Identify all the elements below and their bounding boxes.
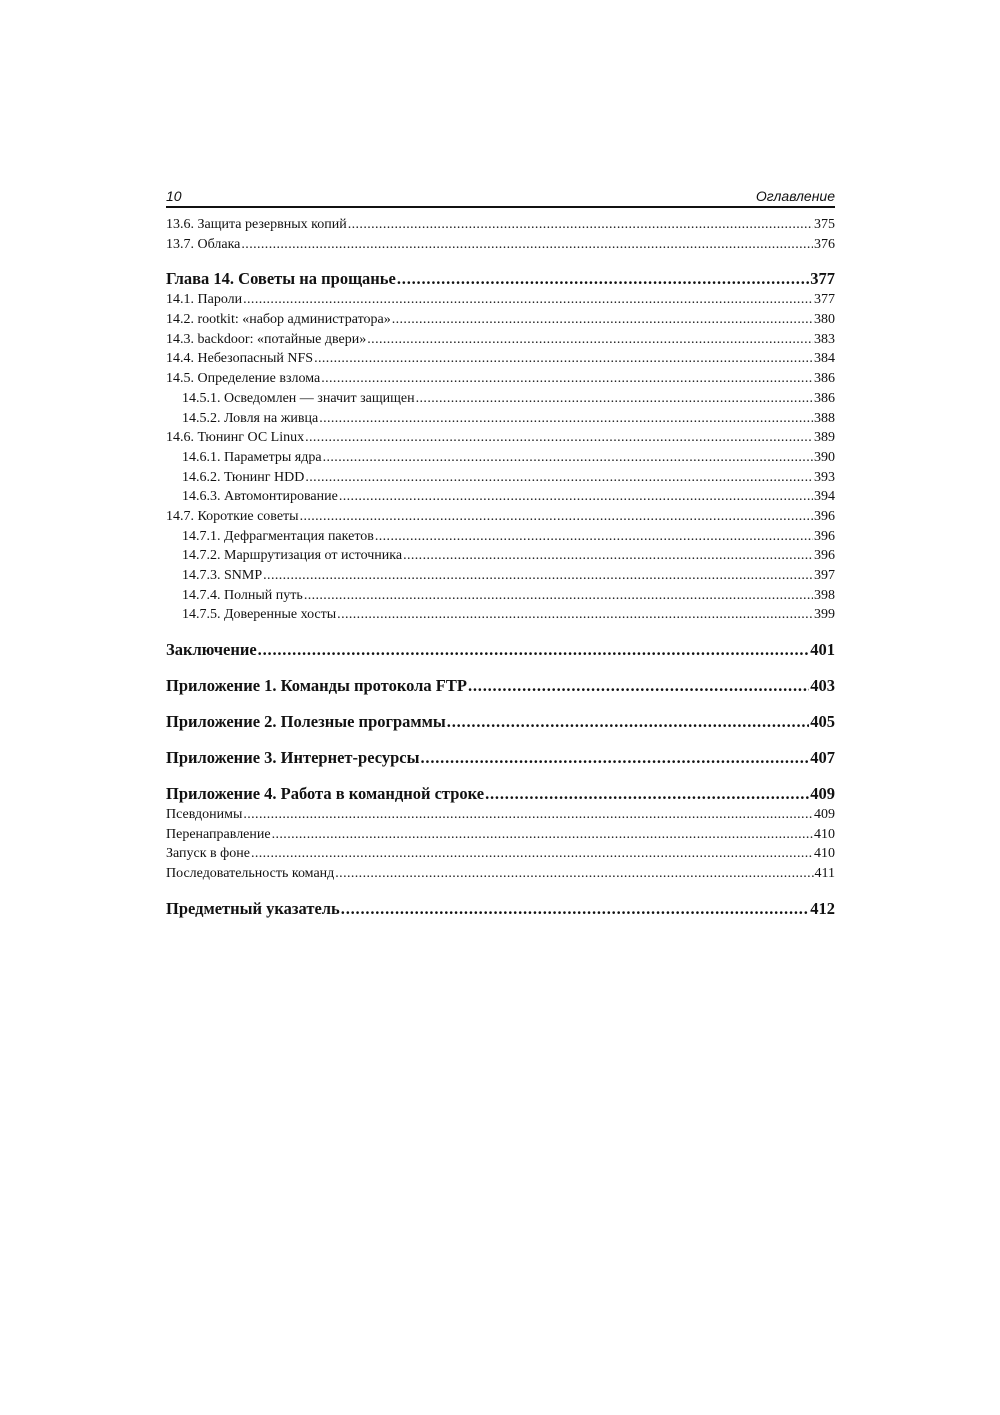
dot-leader (241, 235, 813, 255)
toc-entry-label: Запуск в фоне (166, 846, 250, 862)
dot-leader (341, 898, 809, 920)
toc-entry-page: 394 (814, 489, 835, 505)
toc-entry-label: 14.5.2. Ловля на живца (182, 410, 319, 426)
toc-chapter-page: 405 (810, 712, 835, 732)
toc-entry-page: 410 (814, 826, 835, 842)
toc-chapter-label: Глава 14. Советы на прощанье (166, 269, 396, 289)
dot-leader (403, 546, 813, 566)
toc-entry-page: 388 (814, 410, 835, 426)
dot-leader (304, 586, 813, 606)
dot-leader (321, 369, 813, 389)
toc-entry-14-7-3 (166, 566, 835, 586)
toc-chapter-label: Приложение 3. Интернет-ресурсы (166, 748, 420, 768)
dot-leader (272, 825, 813, 845)
dot-leader (367, 330, 813, 350)
toc-entry-14-6-1 (166, 448, 835, 468)
toc-entry-background-run (166, 844, 835, 864)
toc-entry-page: 396 (814, 528, 835, 544)
toc-entry-page: 376 (814, 236, 835, 252)
dot-leader (397, 268, 809, 290)
toc-entry-label: Псевдонимы (166, 807, 243, 823)
toc-entry-redirection (166, 825, 835, 845)
toc-entry-label: 14.5. Определение взлома (166, 371, 321, 387)
book-page (166, 186, 835, 920)
toc-entry-label: 14.6. Тюнинг ОС Linux (166, 430, 305, 446)
toc-entry-label: 14.7.2. Маршрутизация от источника (182, 548, 403, 564)
toc-entry-14-7-1 (166, 527, 835, 547)
toc-entry-page: 396 (814, 548, 835, 564)
dot-leader (416, 389, 813, 409)
toc-entry-label: 14.2. rootkit: «набор администратора» (166, 312, 391, 328)
dot-leader (243, 805, 813, 825)
toc-entry-label: 14.7.1. Дефрагментация пакетов (182, 528, 374, 544)
dot-leader (243, 290, 813, 310)
toc-entry-page: 380 (814, 312, 835, 328)
toc-entry-13-7 (166, 235, 835, 255)
toc-entry-label: 14.5.1. Осведомлен — значит защищен (182, 390, 415, 406)
toc-chapter-label: Приложение 4. Работа в командной строке (166, 784, 485, 804)
toc-entry-page: 411 (814, 866, 835, 882)
toc-chapter-appendix-1 (166, 675, 835, 697)
toc-entry-page: 409 (814, 807, 835, 823)
toc-chapter-page: 377 (810, 269, 835, 289)
toc-entry-page: 375 (814, 217, 835, 232)
dot-leader (319, 409, 813, 429)
toc-entry-label: 14.6.1. Параметры ядра (182, 449, 322, 465)
toc-chapter-appendix-3 (166, 747, 835, 769)
toc-entry-13-6 (166, 215, 835, 235)
toc-entry-14-5-2 (166, 409, 835, 429)
toc-entry-page: 377 (814, 292, 835, 308)
toc-entry-aliases (166, 805, 835, 825)
toc-entry-page: 399 (814, 607, 835, 623)
toc-chapter-page: 407 (810, 748, 835, 768)
toc-entry-14-2 (166, 310, 835, 330)
running-title: Оглавление (755, 188, 835, 204)
toc-entry-14-3 (166, 330, 835, 350)
toc-entry-page: 386 (814, 371, 835, 387)
toc-entry-page: 397 (814, 568, 835, 583)
toc-chapter-conclusion (166, 639, 835, 661)
toc-chapter-14 (166, 268, 835, 290)
toc-entry-14-1 (166, 290, 835, 310)
running-head (166, 186, 835, 208)
toc-entry-label: 14.7. Короткие советы (166, 508, 299, 524)
toc-entry-page: 383 (814, 331, 835, 347)
toc-entry-label: 13.7. Облака (166, 236, 241, 252)
toc-entry-14-7-5 (166, 605, 835, 625)
toc-entry-14-7-2 (166, 546, 835, 566)
toc-entry-label: Перенаправление (166, 826, 271, 842)
dot-leader (305, 468, 813, 488)
dot-leader (339, 487, 813, 507)
toc-entry-page: 390 (814, 449, 835, 465)
toc-entry-14-4 (166, 349, 835, 369)
toc-entry-14-5 (166, 369, 835, 389)
toc-entry-14-5-1 (166, 389, 835, 409)
toc-entry-14-6-3 (166, 487, 835, 507)
toc-entry-label: 14.7.5. Доверенные хосты (182, 607, 337, 623)
toc-entry-page: 384 (814, 351, 835, 367)
dot-leader (468, 675, 809, 697)
toc-chapter-page: 412 (810, 898, 835, 918)
toc-entry-14-7-4 (166, 586, 835, 606)
toc-chapter-label: Предметный указатель (166, 898, 340, 918)
toc-chapter-label: Заключение (166, 640, 257, 660)
dot-leader (392, 310, 813, 330)
toc-entry-label: Последовательность команд (166, 866, 335, 882)
toc-entry-label: 14.3. backdoor: «потайные двери» (166, 331, 367, 347)
toc-entry-page: 393 (814, 469, 835, 485)
dot-leader (335, 864, 813, 884)
table-of-contents (166, 215, 835, 920)
toc-chapter-label: Приложение 1. Команды протокола FTP (166, 676, 467, 696)
dot-leader (348, 215, 813, 235)
dot-leader (447, 711, 809, 733)
dot-leader (258, 639, 810, 661)
toc-entry-label: 14.4. Небезопасный NFS (166, 351, 314, 367)
dot-leader (251, 844, 813, 864)
toc-entry-label: 14.7.4. Полный путь (182, 587, 303, 603)
toc-entry-label: 14.6.2. Тюнинг HDD (182, 469, 305, 485)
toc-chapter-page: 401 (810, 640, 835, 660)
toc-entry-label: 14.7.3. SNMP (182, 568, 263, 583)
toc-entry-label: 14.6.3. Автомонтирование (182, 489, 338, 505)
toc-chapter-page: 403 (810, 676, 835, 696)
toc-entry-page: 398 (814, 587, 835, 603)
page-number: 10 (166, 188, 182, 204)
dot-leader (375, 527, 813, 547)
dot-leader (263, 566, 813, 586)
toc-chapter-index (166, 898, 835, 920)
dot-leader (337, 605, 813, 625)
toc-entry-page: 396 (814, 508, 835, 524)
toc-entry-page: 410 (814, 846, 835, 862)
toc-entry-command-sequence (166, 864, 835, 884)
toc-chapter-appendix-2 (166, 711, 835, 733)
toc-entry-label: 14.1. Пароли (166, 292, 243, 308)
toc-entry-page: 389 (814, 430, 835, 446)
toc-entry-14-6-2 (166, 468, 835, 488)
toc-chapter-label: Приложение 2. Полезные программы (166, 712, 446, 732)
dot-leader (420, 747, 809, 769)
toc-entry-label: 13.6. Защита резервных копий (166, 217, 347, 232)
dot-leader (485, 783, 809, 805)
toc-entry-page: 386 (814, 390, 835, 406)
dot-leader (323, 448, 813, 468)
toc-entry-14-6 (166, 428, 835, 448)
toc-chapter-page: 409 (810, 784, 835, 804)
dot-leader (300, 507, 813, 527)
dot-leader (314, 349, 813, 369)
dot-leader (305, 428, 813, 448)
toc-entry-14-7 (166, 507, 835, 527)
toc-chapter-appendix-4 (166, 783, 835, 805)
